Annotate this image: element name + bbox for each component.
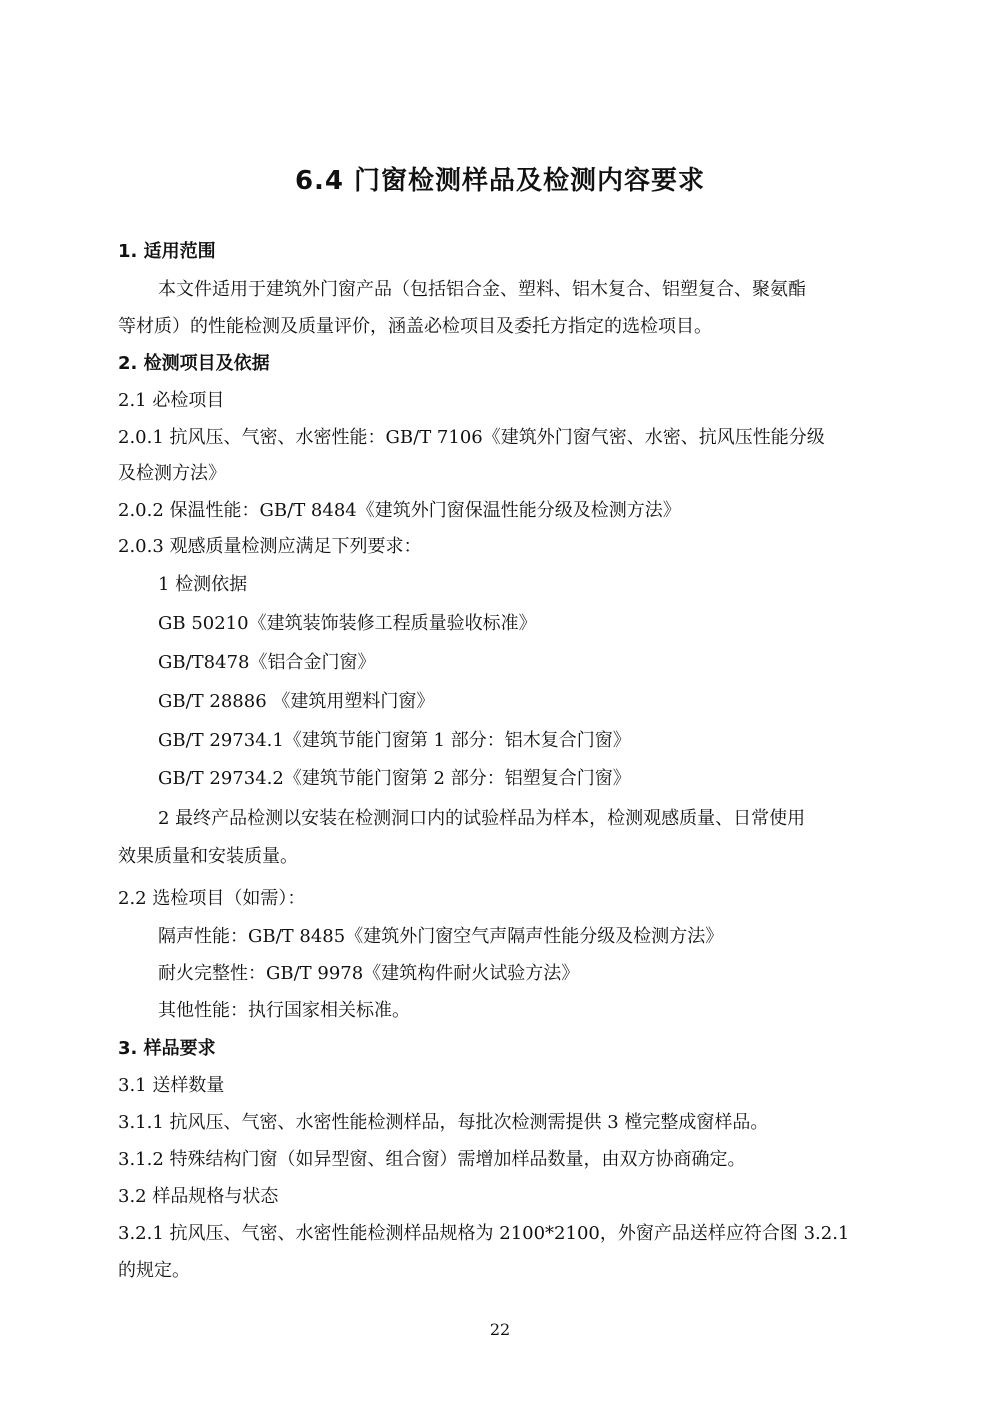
paragraph-line: 耐火完整性：GB/T 9978《建筑构件耐火试验方法》 bbox=[158, 963, 580, 984]
standard-reference: GB/T8478《铝合金门窗》 bbox=[158, 652, 376, 673]
standard-reference: GB 50210《建筑装饰装修工程质量验收标准》 bbox=[158, 613, 537, 634]
section-heading: 3. 样品要求 bbox=[118, 1038, 216, 1059]
section-heading: 2. 检测项目及依据 bbox=[118, 353, 270, 374]
subsection-heading: 2.2 选检项目（如需）： bbox=[118, 888, 306, 909]
paragraph-line: 等材质）的性能检测及质量评价，涵盖必检项目及委托方指定的选检项目。 bbox=[118, 316, 712, 337]
paragraph-line: 2.0.1 抗风压、气密、水密性能：GB/T 7106《建筑外门窗气密、水密、抗风压性能分级 bbox=[118, 427, 825, 448]
paragraph-line: 2.0.2 保温性能：GB/T 8484《建筑外门窗保温性能分级及检测方法》 bbox=[118, 500, 681, 521]
standard-reference: GB/T 29734.2《建筑节能门窗第 2 部分：铝塑复合门窗》 bbox=[158, 768, 631, 789]
page-title: 6.4 门窗检测样品及检测内容要求 bbox=[294, 166, 706, 196]
paragraph-line: 及检测方法》 bbox=[118, 463, 226, 484]
list-item: 2 最终产品检测以安装在检测洞口内的试验样品为样本，检测观感质量、日常使用 bbox=[158, 808, 806, 829]
paragraph-line: 本文件适用于建筑外门窗产品（包括铝合金、塑料、铝木复合、铝塑复合、聚氨酯 bbox=[158, 279, 806, 300]
paragraph-line: 3.1.2 特殊结构门窗（如异型窗、组合窗）需增加样品数量，由双方协商确定。 bbox=[118, 1149, 746, 1170]
standard-reference: GB/T 28886 《建筑用塑料门窗》 bbox=[158, 691, 435, 712]
list-item: 1 检测依据 bbox=[158, 574, 248, 595]
paragraph-line: 2.0.3 观感质量检测应满足下列要求： bbox=[118, 536, 422, 557]
subsection-heading: 3.1 送样数量 bbox=[118, 1075, 225, 1096]
subsection-heading: 2.1 必检项目 bbox=[118, 390, 225, 411]
paragraph-line: 的规定。 bbox=[118, 1260, 190, 1281]
paragraph-line: 隔声性能：GB/T 8485《建筑外门窗空气声隔声性能分级及检测方法》 bbox=[158, 926, 724, 947]
paragraph-line: 其他性能：执行国家相关标准。 bbox=[158, 1000, 410, 1021]
subsection-heading: 3.2 样品规格与状态 bbox=[118, 1186, 279, 1207]
page-number: 22 bbox=[489, 1320, 511, 1339]
section-heading: 1. 适用范围 bbox=[118, 241, 216, 262]
paragraph-line: 效果质量和安装质量。 bbox=[118, 846, 298, 867]
paragraph-line: 3.2.1 抗风压、气密、水密性能检测样品规格为 2100*2100，外窗产品送样应符合图 3.2.1 bbox=[118, 1223, 850, 1244]
paragraph-line: 3.1.1 抗风压、气密、水密性能检测样品，每批次检测需提供 3 樘完整成窗样品。 bbox=[118, 1112, 769, 1133]
standard-reference: GB/T 29734.1《建筑节能门窗第 1 部分：铝木复合门窗》 bbox=[158, 730, 631, 751]
